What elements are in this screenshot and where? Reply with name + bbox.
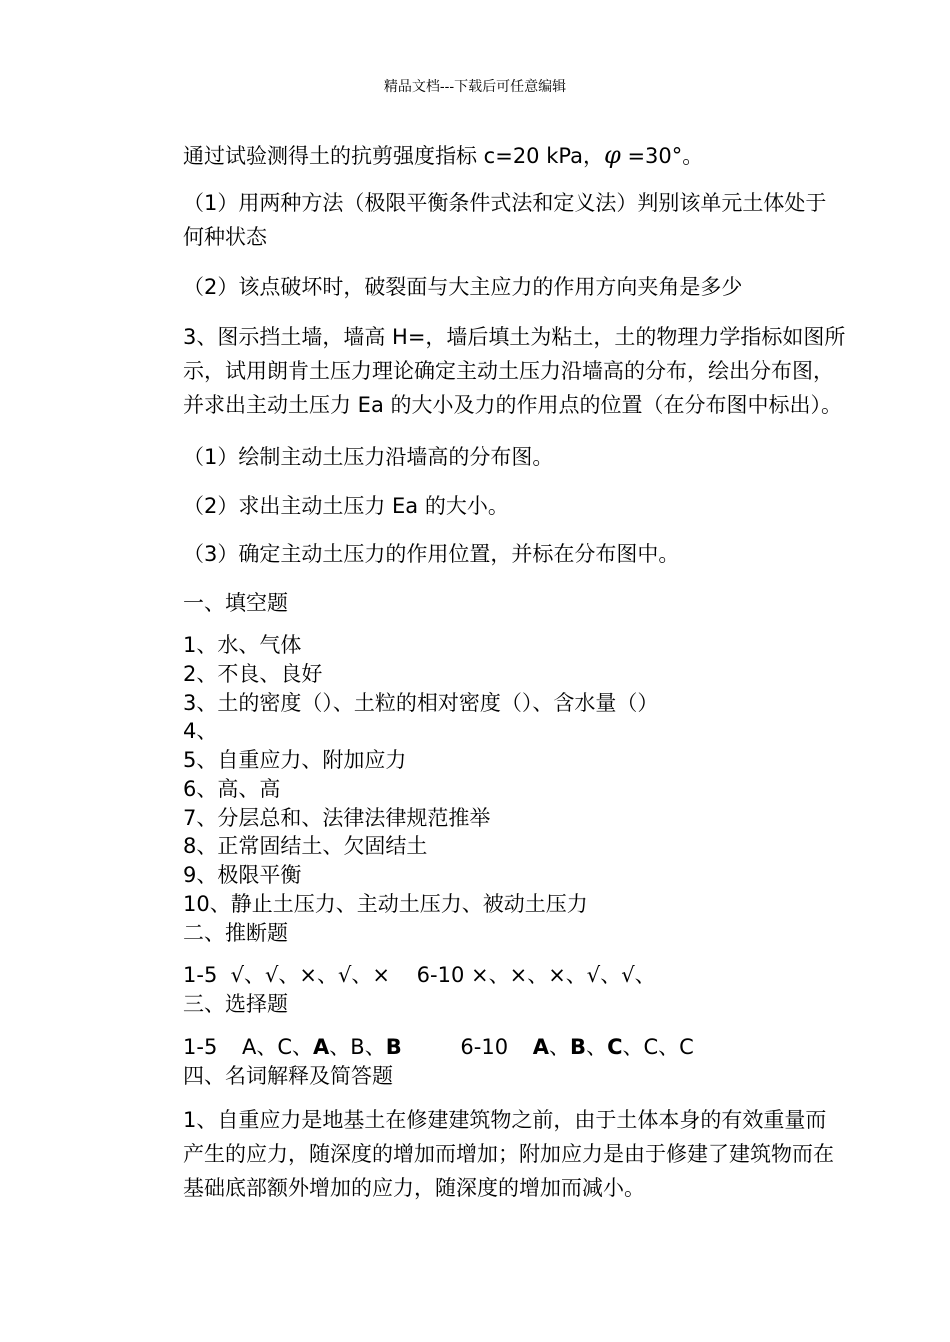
fill-item-6: 6、高、高 (183, 777, 281, 801)
choice-g1-part-d: B (385, 1035, 402, 1059)
question-3-line-2: 示，试用朗肯土压力理论确定主动土压力沿墙高的分布，绘出分布图， (183, 359, 834, 383)
answer-1-line-3: 基础底部额外增加的应力，随深度的增加而减小。 (183, 1176, 645, 1200)
question-2-2: （2）该点破坏时，破裂面与大主应力的作用方向夹角是多少 (183, 275, 743, 299)
question-3-2: （2）求出主动土压力 Ea 的大小。 (183, 494, 509, 518)
choice-g2-part-b: 、 (549, 1035, 571, 1059)
choice-g1-part-b: A (313, 1035, 330, 1059)
choice-answer-line (183, 1033, 694, 1061)
question-2-1-line-2: 何种状态 (183, 225, 267, 249)
question-3-3: （3）确定主动土压力的作用位置，并标在分布图中。 (183, 542, 680, 566)
fill-item-8: 8、正常固结土、欠固结土 (183, 834, 428, 858)
choice-g2-part-f: 、C、C (622, 1035, 694, 1059)
fill-item-1: 1、水、气体 (183, 633, 302, 657)
answer-1-line-1: 1、自重应力是地基土在修建建筑物之前，由于土体本身的有效重量而 (183, 1108, 827, 1132)
fill-item-7: 7、分层总和、法律法律规范推举 (183, 806, 491, 830)
fill-item-9: 9、极限平衡 (183, 863, 302, 887)
question-2-1-line-1: （1）用两种方法（极限平衡条件式法和定义法）判别该单元土体处于 (183, 191, 827, 215)
fill-item-4: 4、 (183, 719, 218, 743)
question-3-line-3: 并求出主动土压力 Ea 的大小及力的作用点的位置（在分布图中标出）。 (183, 393, 842, 417)
choice-group-2-label: 6-10 (460, 1035, 509, 1059)
fill-item-2: 2、不良、良好 (183, 662, 323, 686)
section-judge-heading: 二、推断题 (183, 921, 288, 945)
question-3-1: （1）绘制主动土压力沿墙高的分布图。 (183, 445, 554, 469)
page-header: 精品文档---下载后可任意编辑 (383, 79, 567, 95)
question-3-line-1: 3、图示挡土墙，墙高 H=，墙后填土为粘土，土的物理力学指标如图所 (183, 325, 846, 349)
fill-item-3: 3、土的密度（）、土粒的相对密度（）、含水量（） (183, 691, 659, 715)
section-fill-blank-heading: 一、填空题 (183, 591, 288, 615)
question-2-1 (183, 186, 883, 254)
choice-g2-part-e: C (607, 1035, 623, 1059)
choice-group-1-label: 1-5 (183, 1035, 218, 1059)
fill-item-10: 10、静止土压力、主动土压力、被动土压力 (183, 892, 588, 916)
section-definitions-heading: 四、名词解释及简答题 (183, 1064, 393, 1088)
choice-g2-part-d: 、 (586, 1035, 608, 1059)
fill-item-5: 5、自重应力、附加应力 (183, 748, 407, 772)
intro-text-suffix: =30°。 (620, 144, 704, 168)
intro-paragraph (183, 138, 883, 173)
judge-answer-line: 1-5 √、√、×、√、× 6-10 ×、×、×、√、√、 (183, 963, 656, 987)
choice-g1-part-a: A、C、 (242, 1035, 314, 1059)
intro-text-prefix: 通过试验测得土的抗剪强度指标 c=20 kPa， (183, 144, 604, 168)
choice-g1-part-c: 、B、 (329, 1035, 386, 1059)
answer-1-line-2: 产生的应力，随深度的增加而增加；附加应力是由于修建了建筑物而在 (183, 1142, 834, 1166)
choice-g2-part-c: B (570, 1035, 587, 1059)
phi-symbol: φ (603, 141, 621, 169)
section-choice-heading: 三、选择题 (183, 992, 288, 1016)
choice-g2-part-a: A (532, 1035, 550, 1059)
question-3 (183, 320, 883, 422)
definitions-answer-1 (183, 1103, 883, 1205)
